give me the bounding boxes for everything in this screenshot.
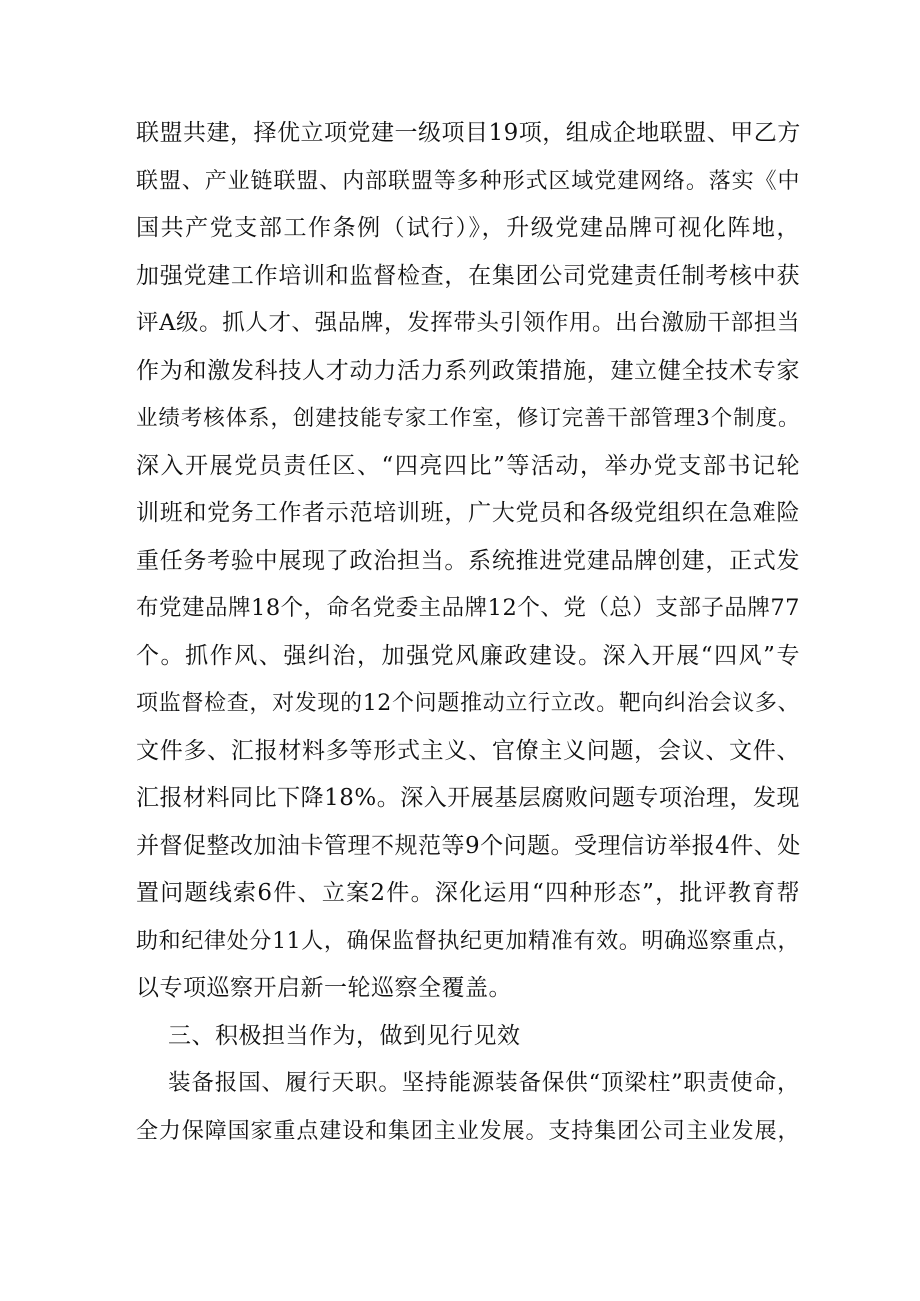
text-line: 加强党建工作培训和监督检查，在集团公司党建责任制考核中获 bbox=[136, 262, 800, 289]
text-line: 项监督检查，对发现的12个问题推动立行立改。靶向纠治会议多、 bbox=[136, 691, 800, 716]
text-line: 布党建品牌18个，命名党委主品牌12个、党（总）支部子品牌77 bbox=[136, 595, 800, 621]
text-line: 个。抓作风、强纠治，加强党风廉政建设。深入开展“四风”专 bbox=[136, 642, 800, 669]
text-line: 装备报国、履行天职。坚持能源装备保供“顶梁柱”职责使命， bbox=[168, 1070, 800, 1096]
text-line: 评A级。抓人才、强品牌，发挥带头引领作用。出台激励干部担当 bbox=[136, 310, 800, 336]
text-line: 联盟共建，择优立项党建一级项目19项，组成企地联盟、甲乙方 bbox=[136, 120, 801, 146]
text-line: 文件多、汇报材料多等形式主义、官僚主义问题，会议、文件、 bbox=[136, 737, 800, 764]
text-line: 助和纪律处分11人，确保监督执纪更加精准有效。明确巡察重点， bbox=[136, 928, 800, 954]
text-line: 置问题线索6件、立案2件。深化运用“四种形态”，批评教育帮 bbox=[136, 880, 800, 906]
section-heading: 三、积极担当作为，做到见行见效 bbox=[168, 1022, 521, 1049]
text-line: 以专项巡察开启新一轮巡察全覆盖。 bbox=[136, 975, 512, 1001]
text-line: 国共产党支部工作条例（试行）》，升级党建品牌可视化阵地， bbox=[136, 215, 800, 241]
text-line: 训班和党务工作者示范培训班，广大党员和各级党组织在急难险 bbox=[136, 500, 800, 526]
text-line: 深入开展党员责任区、“四亮四比”等活动，举办党支部书记轮 bbox=[136, 452, 800, 479]
text-line: 重任务考验中展现了政治担当。系统推进党建品牌创建，正式发 bbox=[136, 547, 800, 574]
text-line: 全力保障国家重点建设和集团主业发展。支持集团公司主业发展， bbox=[136, 1118, 800, 1144]
text-line: 并督促整改加油卡管理不规范等9个问题。受理信访举报4件、处 bbox=[136, 832, 801, 859]
text-line: 汇报材料同比下降18%。深入开展基层腐败问题专项治理，发现 bbox=[136, 785, 800, 811]
text-line: 联盟、产业链联盟、内部联盟等多种形式区域党建网络。落实《中 bbox=[136, 168, 800, 194]
text-line: 作为和激发科技人才动力活力系列政策措施，建立健全技术专家 bbox=[136, 357, 800, 384]
text-line: 业绩考核体系，创建技能专家工作室，修订完善干部管理3个制度。 bbox=[136, 406, 800, 431]
body-text bbox=[136, 110, 800, 1155]
